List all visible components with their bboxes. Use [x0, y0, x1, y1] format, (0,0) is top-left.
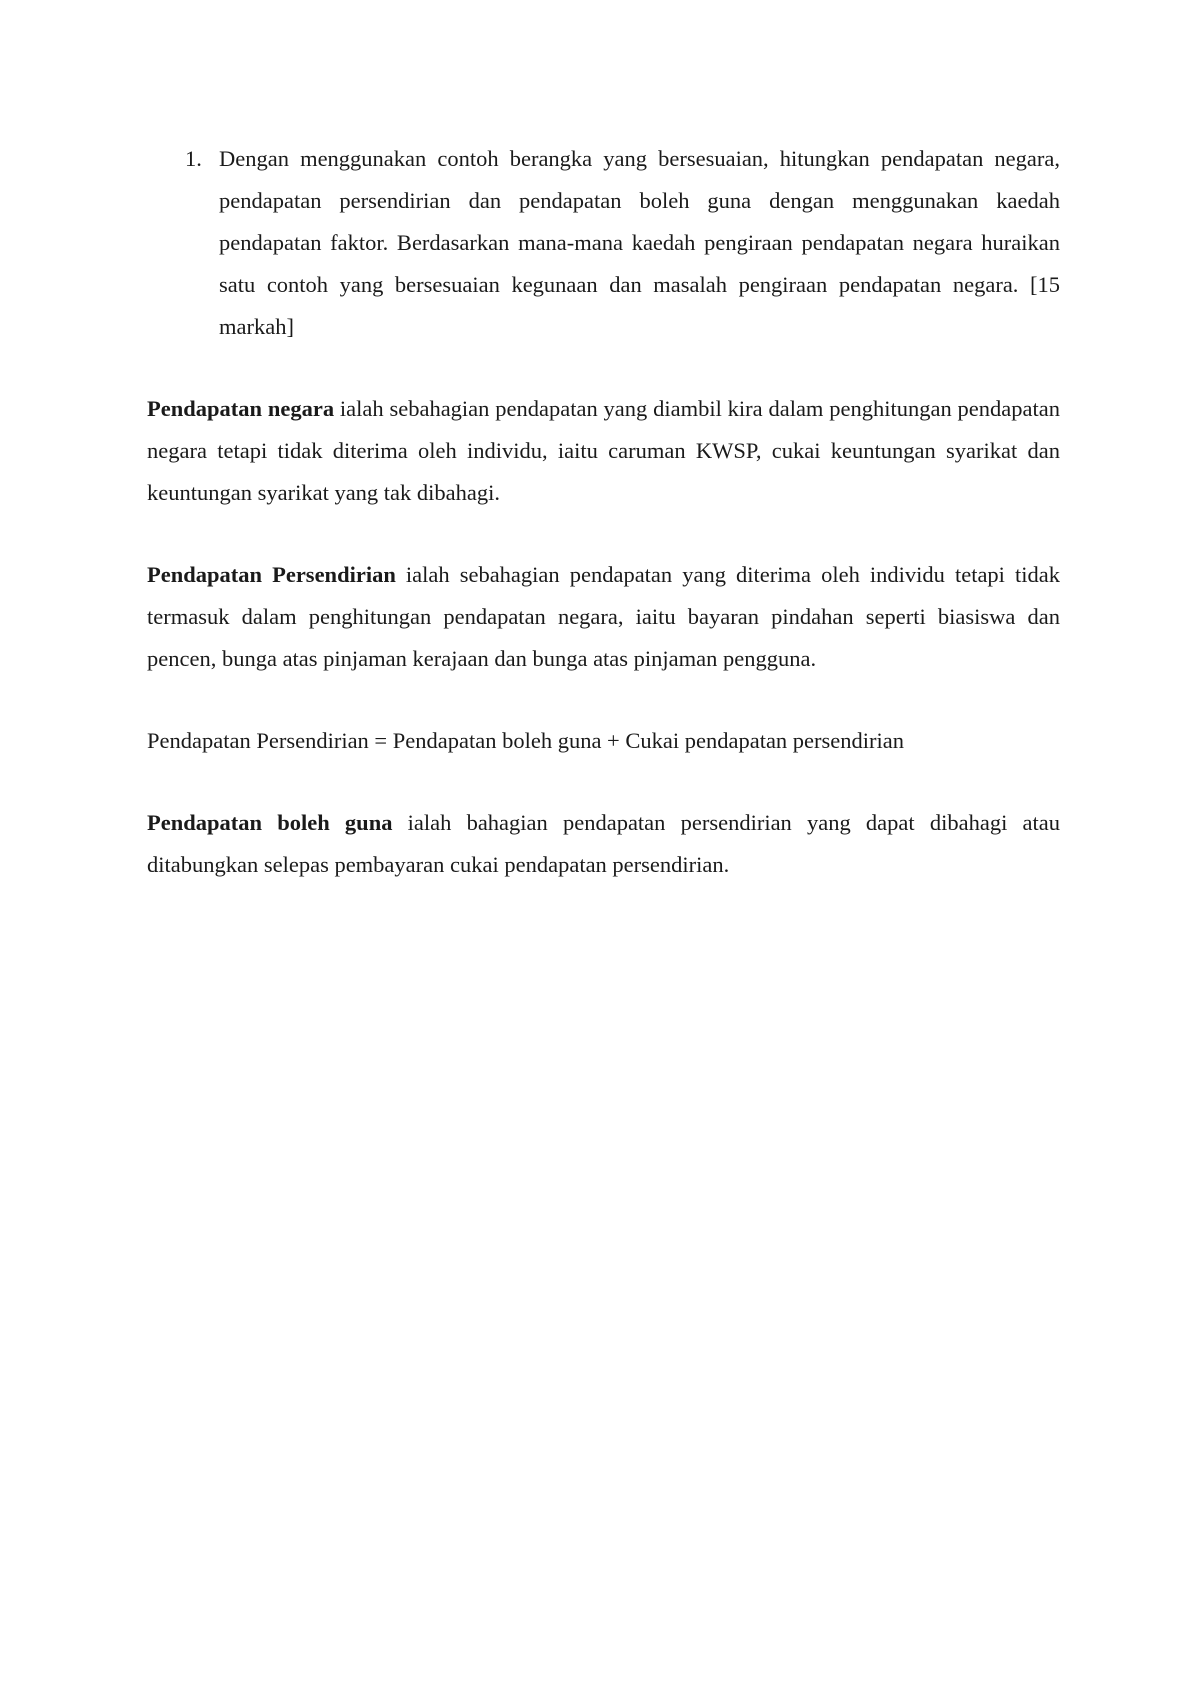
- term-pendapatan-negara: Pendapatan negara: [147, 396, 335, 421]
- formula-line: Pendapatan Persendirian = Pendapatan boleh guna + Cukai pendapatan persendirian: [147, 728, 905, 753]
- term-pendapatan-boleh-guna: Pendapatan boleh guna: [147, 810, 393, 835]
- term-pendapatan-persendirian: Pendapatan Persendirian: [147, 562, 396, 587]
- question-text: Dengan menggunakan contoh berangka yang bersesuaian, hitungkan pendapatan negara, pendapatan persendirian dan pendapatan boleh guna dengan menggunakan kaedah pendapatan faktor. Berdasarkan mana-mana kaedah pengiraan pendapatan negara huraikan satu contoh yang bersesuaian kegunaan dan masalah pengiraan pendapatan negara. [15 markah]: [219, 146, 1060, 339]
- document-body: [147, 138, 1060, 926]
- paragraph-pendapatan-negara: [147, 388, 1060, 514]
- definition-pendapatan-persendirian: ialah sebahagian pendapatan yang diterima oleh individu tetapi tidak termasuk dalam penghitungan pendapatan negara, iaitu bayaran pindahan seperti biasiswa dan pencen, bunga atas pinjaman kerajaan dan bunga atas pinjaman pengguna.: [147, 562, 1060, 671]
- paragraph-pendapatan-boleh-guna: [147, 802, 1060, 886]
- question-number: 1.: [185, 146, 202, 171]
- paragraph-pendapatan-persendirian: [147, 554, 1060, 680]
- definition-pendapatan-negara: ialah sebahagian pendapatan yang diambil kira dalam penghitungan pendapatan negara tetapi tidak diterima oleh individu, iaitu caruman KWSP, cukai keuntungan syarikat dan keuntungan syarikat yang tak dibahagi.: [147, 396, 1061, 505]
- definition-pendapatan-boleh-guna: ialah bahagian pendapatan persendirian yang dapat dibahagi atau ditabungkan selepas pembayaran cukai pendapatan persendirian.: [147, 810, 1060, 877]
- question-item: [147, 138, 1060, 348]
